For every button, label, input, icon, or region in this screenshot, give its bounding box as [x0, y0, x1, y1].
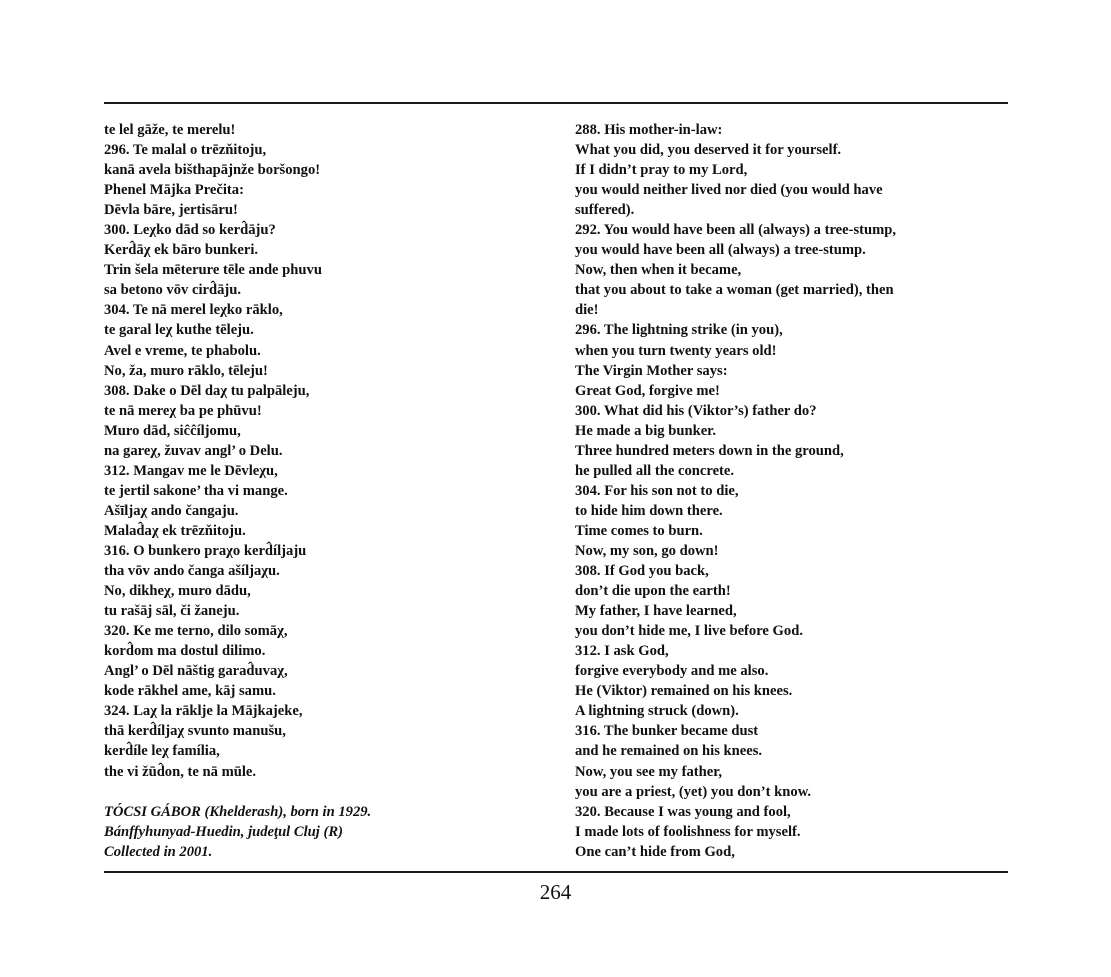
translation-line: when you turn twenty years old!: [575, 342, 777, 359]
verse-line: 324. Laχ la rāklje la Mājkajeke,: [104, 703, 303, 720]
verse-line: Ašīljaχ ando čangaju.: [104, 502, 239, 519]
verse-line: Phenel Mājka Prečita:: [104, 182, 244, 199]
attribution-place: Bánffyhunyad-Huedin, judeţul Cluj (R): [104, 823, 343, 840]
verse-line: Malad̂aχ ek trēzňitoju.: [104, 522, 246, 539]
translation-line: He (Viktor) remained on his knees.: [575, 683, 793, 700]
translation-line: don’t die upon the earth!: [575, 583, 731, 600]
translation-line: suffered).: [575, 202, 635, 219]
translation-line: to hide him down there.: [575, 502, 723, 519]
translation-line: Now, then when it became,: [575, 262, 742, 279]
verse-line: kerd̂íle leχ família,: [104, 743, 220, 760]
verse-line: 300. Leχko dād so kerd̂āju?: [104, 222, 276, 239]
attribution-collected: Collected in 2001.: [104, 843, 213, 860]
translation-line: What you did, you deserved it for yourself.: [575, 142, 842, 159]
translation-line: He made a big bunker.: [575, 422, 716, 439]
translation-line: 300. What did his (Viktor’s) father do?: [575, 402, 817, 419]
verse-line: Trin šela mēterure tēle ande phuvu: [104, 262, 322, 279]
verse-line: Kerd̂āχ ek bāro bunkeri.: [104, 242, 259, 259]
romani-text-column: [104, 120, 544, 862]
verse-line: te jertil sakone’ tha vi mange.: [104, 482, 288, 499]
translation-line: you would neither lived nor died (you would have: [575, 182, 883, 199]
translation-line: Great God, forgive me!: [575, 382, 720, 399]
translation-line: 296. The lightning strike (in you),: [575, 322, 783, 339]
translation-line: 304. For his son not to die,: [575, 482, 739, 499]
translation-line: My father, I have learned,: [575, 603, 737, 620]
translation-line: Time comes to burn.: [575, 522, 703, 539]
top-rule: [104, 102, 1008, 104]
verse-line: tha vōv ando čanga ašíljaχu.: [104, 563, 280, 580]
verse-line: sa betono vōv cird̂āju.: [104, 282, 242, 299]
verse-line: the vi žūd̂on, te nā mūle.: [104, 763, 257, 780]
verse-line: thā kerd̂íljaχ svunto manušu,: [104, 723, 286, 740]
verse-line: Muro dād, siĉĉíljomu,: [104, 422, 241, 439]
translation-line: One can’t hide from God,: [575, 843, 735, 860]
verse-line: kode rākhel ame, kāj samu.: [104, 683, 276, 700]
translation-line: 308. If God you back,: [575, 563, 709, 580]
translation-line: you are a priest, (yet) you don’t know.: [575, 783, 812, 800]
bottom-rule: [104, 871, 1008, 873]
verse-line: Dēvla bāre, jertisāru!: [104, 202, 238, 219]
translation-line: 312. I ask God,: [575, 643, 669, 660]
translation-line: Now, my son, go down!: [575, 542, 719, 559]
verse-line: Angl’ o Dēl nāštig garad̂uvaχ,: [104, 663, 288, 680]
translation-line: forgive everybody and me also.: [575, 663, 769, 680]
translation-line: you don’t hide me, I live before God.: [575, 623, 803, 640]
verse-line: Avel e vreme, te phabolu.: [104, 342, 261, 359]
verse-line: kord̂om ma dostul dilimo.: [104, 643, 266, 660]
verse-line: 316. O bunkero praχo kerd̂íljaju: [104, 542, 307, 559]
verse-line: kanā avela bišthapājnže boršongo!: [104, 162, 321, 179]
verse-line: 312. Mangav me le Dēvleχu,: [104, 462, 278, 479]
verse-line: na gareχ, žuvav angl’ o Delu.: [104, 442, 283, 459]
stanza-gap: [104, 782, 544, 802]
verse-line: 308. Dake o Dēl daχ tu palpāleju,: [104, 382, 310, 399]
attribution-singer: TÓCSI GÁBOR (Khelderash), born in 1929.: [104, 803, 372, 820]
translation-line: that you about to take a woman (get married), then: [575, 282, 894, 299]
translation-line: 320. Because I was young and fool,: [575, 803, 791, 820]
verse-line: No, dikheχ, muro dādu,: [104, 583, 251, 600]
translation-line: 288. His mother-in-law:: [575, 122, 723, 138]
verse-line: No, ža, muro rāklo, tēleju!: [104, 362, 268, 379]
translation-line: you would have been all (always) a tree-stump.: [575, 242, 866, 259]
page-number: 264: [539, 880, 572, 904]
translation-line: If I didn’t pray to my Lord,: [575, 162, 748, 179]
translation-line: die!: [575, 302, 599, 319]
translation-line: I made lots of foolishness for myself.: [575, 823, 801, 840]
verse-line: 320. Ke me terno, dilo somāχ,: [104, 623, 288, 640]
translation-line: The Virgin Mother says:: [575, 362, 728, 379]
translation-line: 292. You would have been all (always) a tree-stump,: [575, 222, 897, 239]
translation-line: he pulled all the concrete.: [575, 462, 735, 479]
verse-line: te nā mereχ ba pe phūvu!: [104, 402, 262, 419]
translation-line: Now, you see my father,: [575, 763, 723, 780]
verse-line: te garal leχ kuthe tēleju.: [104, 322, 254, 339]
verse-line: 304. Te nā merel leχko rāklo,: [104, 302, 283, 319]
translation-line: 316. The bunker became dust: [575, 723, 759, 740]
verse-line: 296. Te malal o trēzňitoju,: [104, 142, 267, 159]
verse-line: tu rašāj sāl, či žaneju.: [104, 603, 240, 620]
translation-line: A lightning struck (down).: [575, 703, 739, 720]
verse-line: te lel gāže, te merelu!: [104, 122, 236, 138]
translation-line: and he remained on his knees.: [575, 743, 763, 760]
translation-line: Three hundred meters down in the ground,: [575, 442, 844, 459]
english-translation-column: [575, 120, 985, 862]
